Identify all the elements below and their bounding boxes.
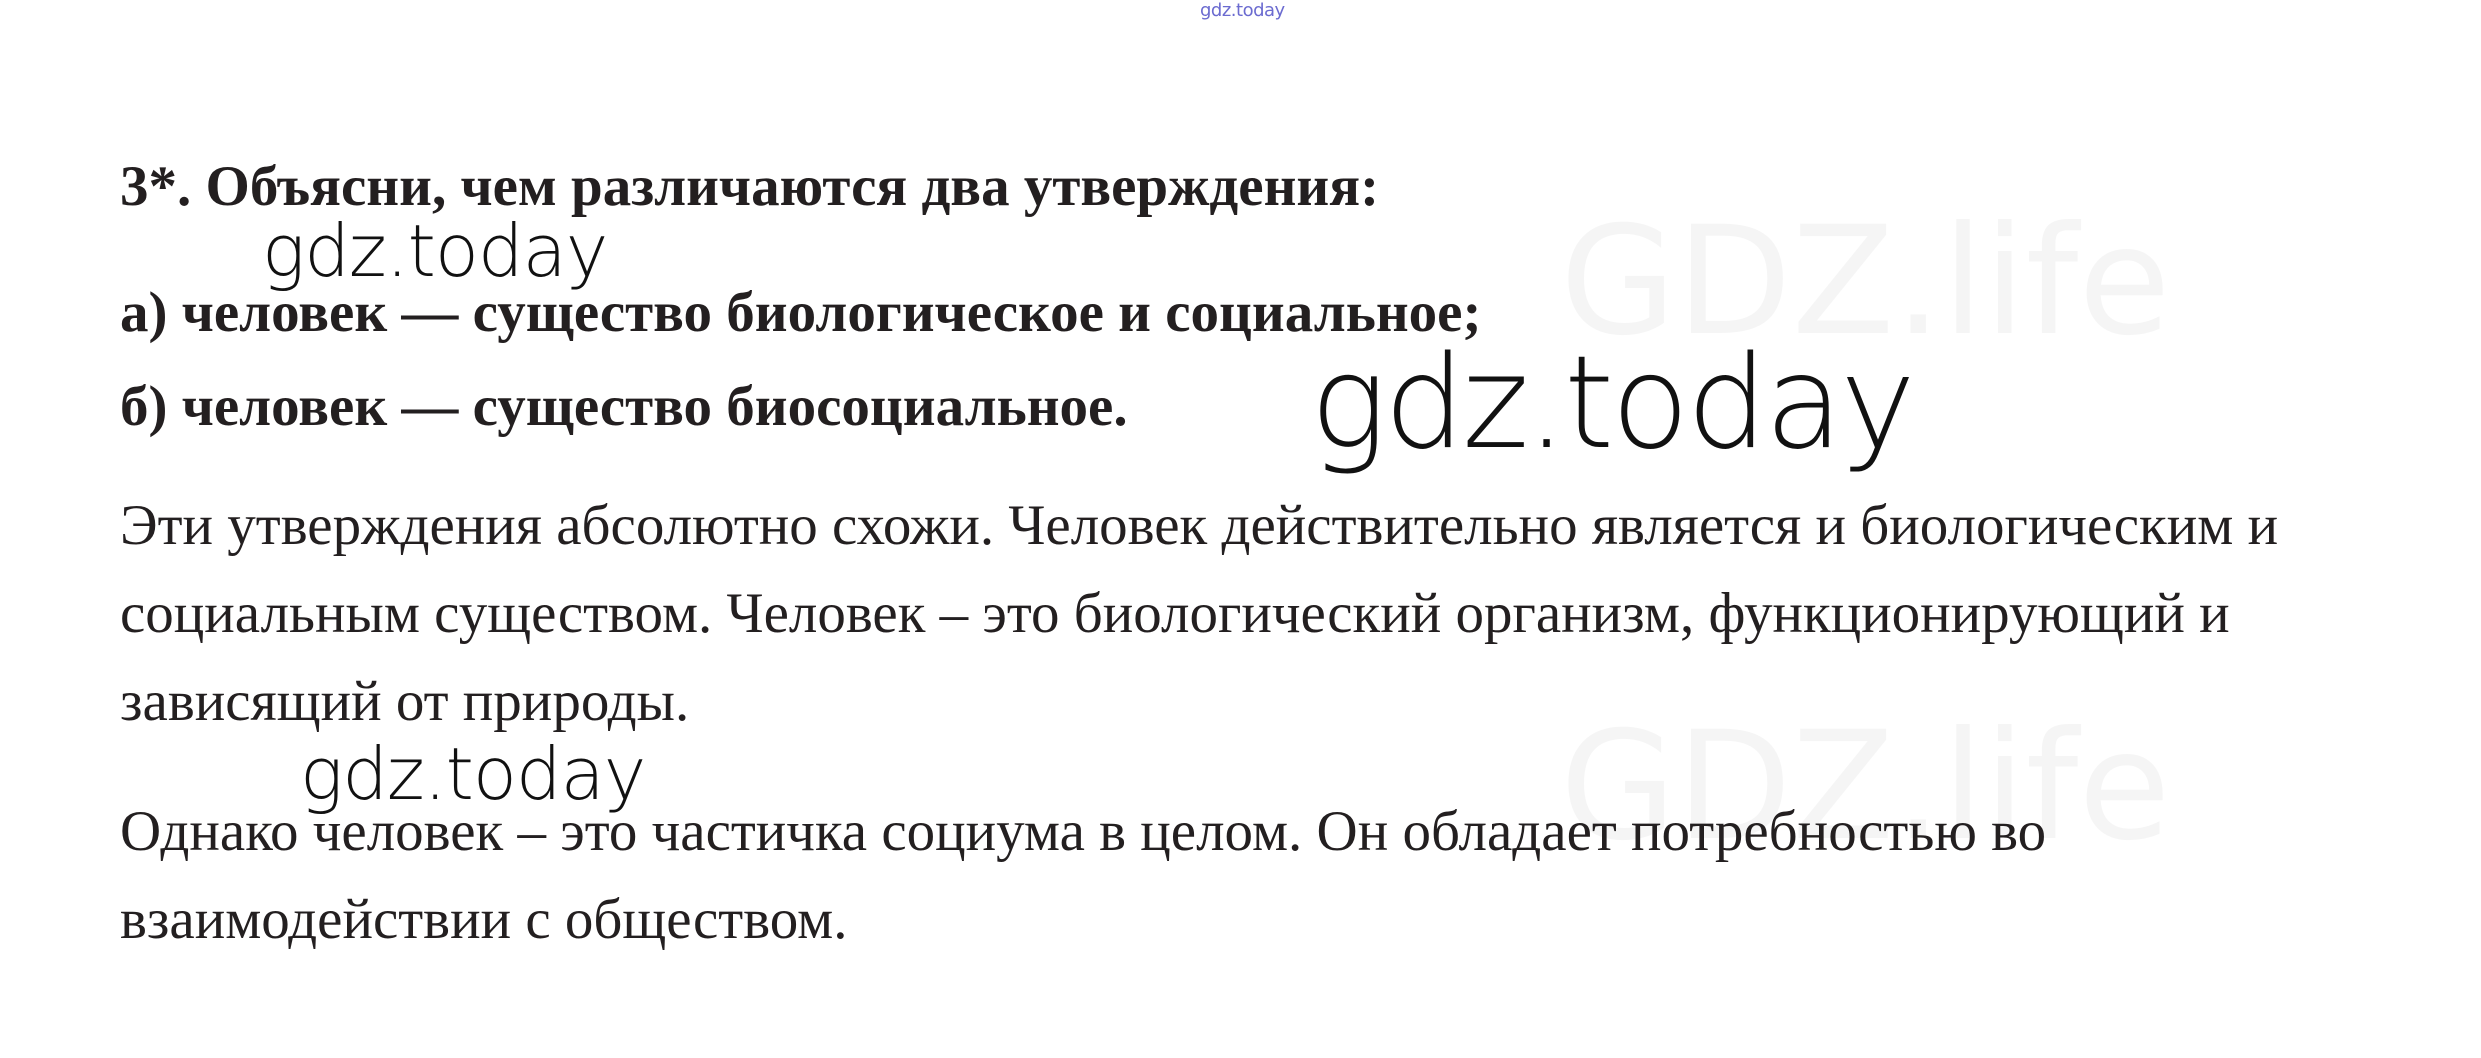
- option-a: а) человек — существо биологическое и социальное;: [120, 281, 1482, 344]
- watermark-text: gdz.today: [300, 732, 646, 816]
- paragraph-text: Однако человек – это частичка социума в целом. Он обладает потребностью во взаимодействии с обществом.: [120, 800, 2047, 951]
- answer-paragraph-1: [120, 482, 2440, 746]
- top-watermark: gdz.today: [1200, 0, 1285, 21]
- question-title: 3*. Объясни, чем различаются два утверждения:: [120, 155, 1380, 218]
- watermark-text: gdz.today: [1310, 329, 1913, 478]
- question-block: [120, 140, 1481, 454]
- option-b: б) человек — существо биосоциальное.: [120, 375, 1128, 438]
- paragraph-text: Эти утверждения абсолютно схожи. Человек действительно является и биологическим и социальным существом. Человек – это биологический организм, функционирующий и зависящий от природы.: [120, 494, 2279, 733]
- watermark-text: gdz.today: [262, 209, 608, 293]
